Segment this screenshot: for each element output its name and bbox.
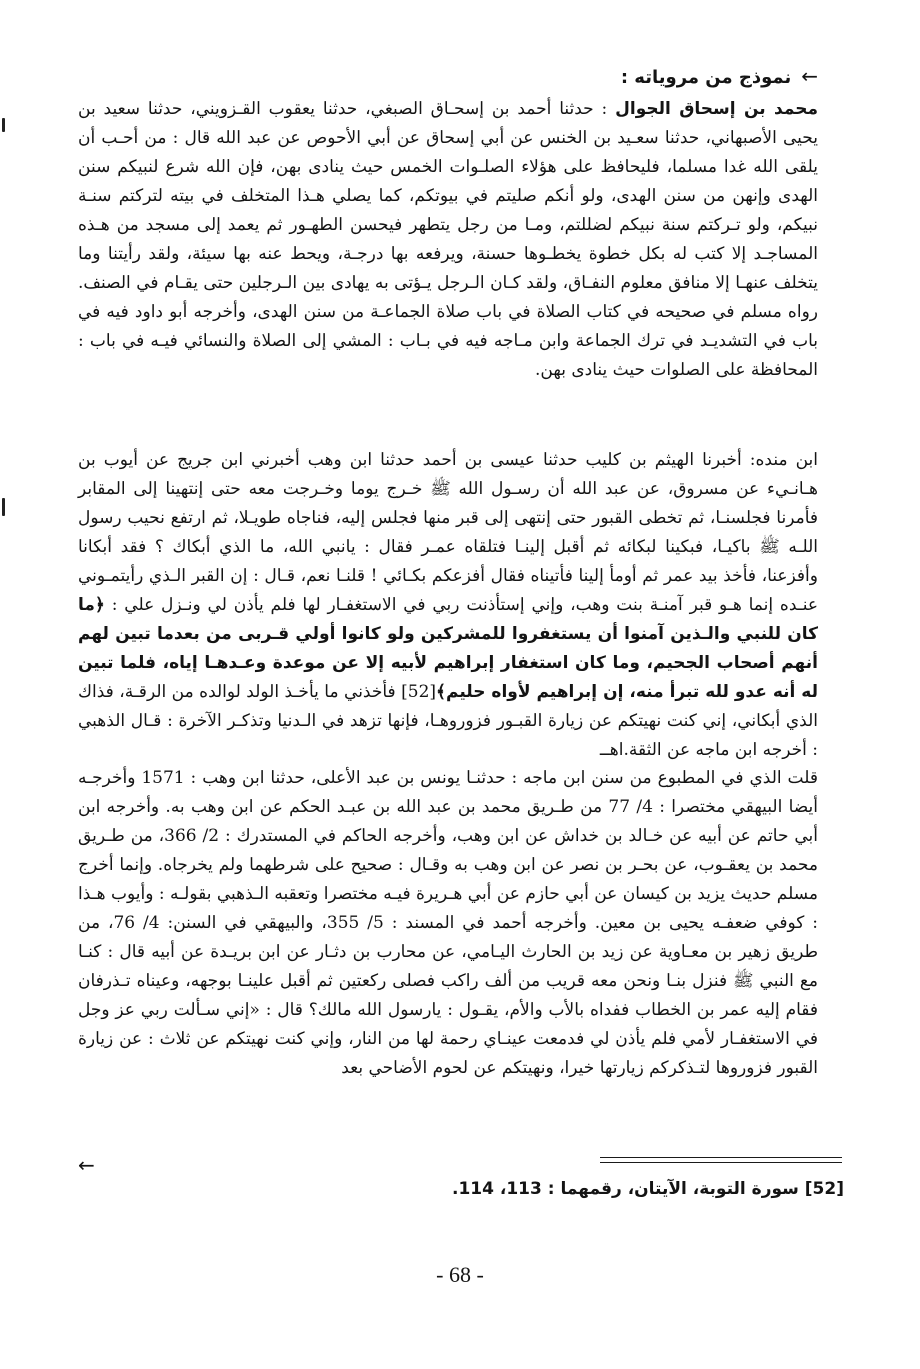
- footnote-divider: [600, 1157, 842, 1158]
- page-number: - 68 -: [436, 1262, 484, 1287]
- scan-edge-mark: [2, 498, 5, 516]
- paragraph-text: [52] فأخذني ما يأخـذ الولد لوالده من الرقـة، فذاك الذي أبكاني، إني كنت نهيتكم عن زيارة القبـور فزوروهـا، فإنها تزهد في الـدنيا وتذكـر الآخرة : قـال الذهبي : أخرجه ابن ماجه عن الثقة.اهــ: [78, 682, 818, 760]
- footnote: [52] سورة التوبة، الآيتان، رقمهما : 113، 114.: [451, 1179, 844, 1199]
- footnote-divider: [600, 1162, 842, 1163]
- narrator-name: محمد بن إسحاق الجوال: [615, 99, 818, 119]
- scan-edge-mark: [2, 118, 5, 132]
- paragraph-text: ابن منده: أخبرنا الهيثم بن كليب حدثنا عيسى بن أحمد حدثنا ابن وهب أخبرني ابن جريج عن أيوب بن هـانـيء عن مسروق، عن عبد الله أن رسـول الله ﷺ خـرج يوما وخـرجت معه حتى إنتهينا إلى المقابر فأمرنا فجلسنـا، ثم تخطى القبور حتى إنتهى إلى قبر منها فجلس إليه، فناجاه طويـلا، ثم ارتفع نحيب رسول اللـه ﷺ باكيـا، فبكينا لبكائه ثم أقبل إلينـا فتلقاه عمـر فقال : يانبي الله، ما الذي أبكاك ؟ فقد أبكانا وأفزعنا، فأخذ بيد عمر ثم أومأ إلينا فأتيناه فقال أفزعكم بكـائي ! قلنـا نعم، قـال : إن القبر الـذي رأيتمـوني عنـده إنما هـو قبر آمنـة بنت وهب، وإني إستأذنت ربي في الاستغفـار لها فلم يأذن لي ونـزل علي :: [78, 450, 818, 615]
- paragraph-narration-2: [78, 446, 818, 765]
- paragraph-commentary: [78, 764, 818, 1083]
- quran-verse: ﴿ما كان للنبي والـذين آمنوا أن يستغفروا للمشركين ولو كانوا أولي قـربى من بعدما تبين لهم أنهم أصحاب الجحيم، وما كان استغفار إبراهيم لأبيه إلا عن موعدة وعـدهـا إياه، فلما تبين له أنه عدو لله تبرأ منه، إن إبراهيم لأواه حليم﴾: [78, 595, 818, 702]
- left-arrow-icon: ←: [801, 64, 818, 88]
- paragraph-text: قلت الذي في المطبوع من سنن ابن ماجه : حدثنـا يونس بن عبد الأعلى، حدثنا ابن وهب : 1571 وأخرجـه أيضا البيهقي مختصرا : 4/ 77 من طـريق محمد بن عبد الله بن عبـد الحكم عن ابن وهب به. وأخرجه ابن أبي حاتم عن أبيه عن خـالد بن خداش عن ابن وهب، وأخرجه الحاكم في المستدرك : 2/ 366، من طـريق محمد بن يعقـوب، عن بحـر بن نصر عن ابن وهب به وقـال : صحيح على شرطهما ولم يخرجاه. وإنما أخرج مسلم حديث يزيد بن كيسان عن أبي حازم عن أبي هـريرة فيـه مختصرا وتعقبه الـذهبي بقولـه : وأيوب هـذا : كوفي ضعفـه يحيى بن معين. وأخرجه أحمد في المسند : 5/ 355، والبيهقي في السنن: 4/ 76، من طريق زهير بن معـاوية عن زيد بن الحارث اليـامي، عن محارب بن دثـار عن ابن بريـدة عن أبيه قال : كنـا مع النبي ﷺ فنزل بنـا ونحن معه قريب من ألف راكب فصلى ركعتين ثم أقبل علينـا بوجهه، وعيناه تـذرفان فقام إليه عمر بن الخطاب ففداه بالأب والأم، يقـول : يارسول الله مالك؟ قال : «إني سـألت ربي عز وجل في الاستغفـار لأمي فلم يأذن لي فدمعت عينـاي رحمة لها من النار، وإني كنت نهيتكم عن ثلاث : عن زيارة القبور فزوروها لتـذكركم زيارتها خيرا، ونهيتكم عن لحوم الأضاحي بعد: [78, 768, 819, 1078]
- heading-text: نموذج من مروياته :: [620, 67, 792, 88]
- section-heading: [78, 62, 818, 92]
- paragraph-text: : حدثنا أحمد بن إسحـاق الصبغي، حدثنا يعقوب القـزويني، حدثنا سعيد بن يحيى الأصبهاني، حدثنا سعـيد بن الخنس عن أبي إسحاق عن أبي الأحوص عن عبد الله قال : من أحـب أن يلقى الله غدا مسلما، فليحافظ على هؤلاء الصلـوات الخمس حيث ينادى بهن، فإن الله شرع لنبيكم سنن الهدى وإنهن من سنن الهدى، ولو أنكم صليتم في بيوتكم، كما يصلي هـذا المتخلف في بيته لتركتم سنـة نبيكم، ولو تـركتم سنة نبيكم لضللتم، ومـا من رجل يتطهر فيحسن الطهـور ثم يعمد إلى مسجد من هـذه المساجـد إلا كتب له بكل خطوة يخطـوها حسنة، ويرفعه بها درجـة، ويحط عنه بها سيئة، ولقد رأيتنا وما يتخلف عنهـا إلا منافق معلوم النفـاق، ولقد كـان الـرجل يـؤتى به يهادى بين الـرجلين حتى يقـام في الصنف. رواه مسلم في صحيحه في كتاب الصلاة في باب صلاة الجماعـة من سنن الهدى، وأخرجه أبو داود فيه في باب في التشديـد في ترك الجماعة وابن مـاجه فيه في بـاب : المشي إلى الصلاة والنسائي فيـه في باب : المحافظة على الصلوات حيث ينادى بهن.: [78, 99, 818, 380]
- paragraph-narration-1: [78, 95, 818, 385]
- continuation-arrow-icon: ←: [78, 1153, 95, 1177]
